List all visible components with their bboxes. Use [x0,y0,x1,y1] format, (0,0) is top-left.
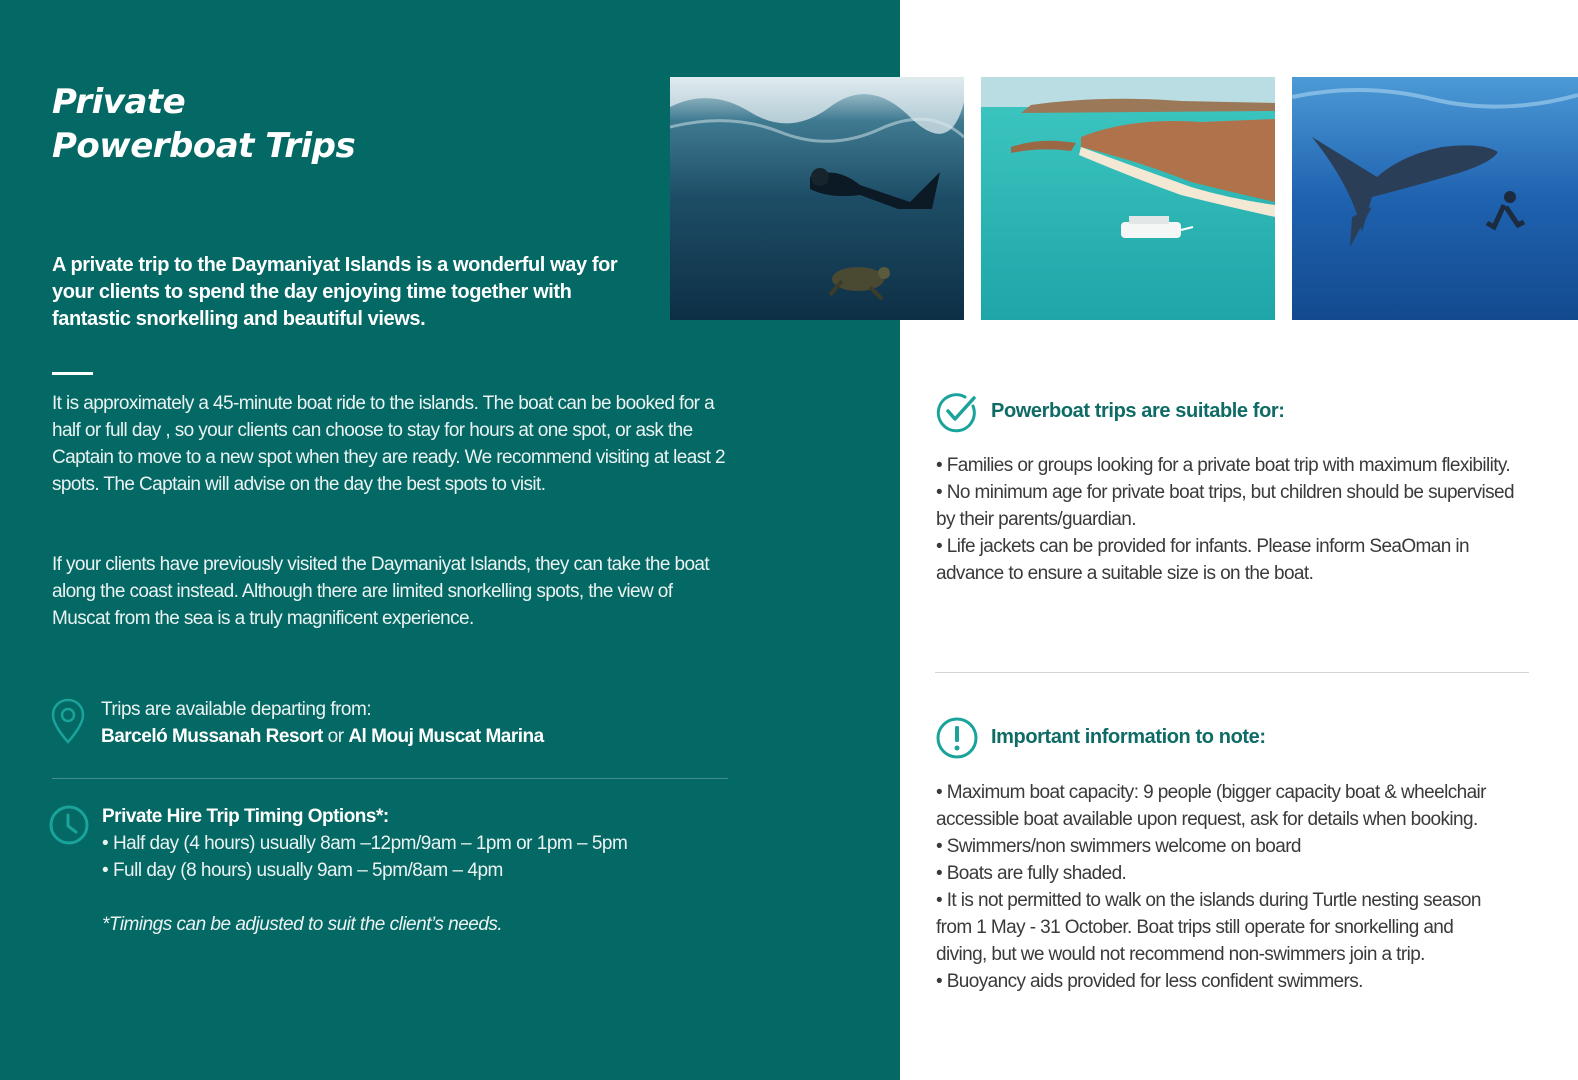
list-item: • Swimmers/non swimmers welcome on board [936,833,1496,860]
location-pin-icon [50,698,86,744]
intro-text: A private trip to the Daymaniyat Islands is a wonderful way for your clients to spend the day enjoying time together with fantastic snorkelling and beautiful views. [52,254,618,330]
timing-options [47,803,737,953]
suitable-heading-text: Powerboat trips are suitable for: [991,400,1285,422]
timing-option-full-day-text: Full day (8 hours) usually 9am – 5pm/8am – 4pm [112,860,503,881]
list-item: • Families or groups looking for a private boat trip with maximum flexibility. [936,452,1536,479]
list-item: • Maximum boat capacity: 9 people (bigger capacity boat & wheelchair accessible boat available upon request, ask for details when booking. [936,779,1496,833]
checkmark-circle-icon [935,390,979,434]
clock-icon [47,803,91,847]
list-item: • Buoyancy aids provided for less confident swimmers. [936,968,1496,995]
photo-boat-island [981,77,1275,320]
list-item: • Boats are fully shaded. [936,860,1496,887]
exclamation-circle-icon [935,716,979,760]
timing-note: *Timings can be adjusted to suit the client’s needs. [102,914,503,935]
title-line-2: Powerboat Trips [52,126,356,166]
photo-whale-shark [1292,77,1578,320]
suitable-list [936,452,1536,587]
section-divider [52,778,728,779]
departure-location-1: Barceló Mussanah Resort [101,726,323,747]
important-heading-text: Important information to note: [991,726,1266,748]
section-divider [935,672,1529,673]
timing-option-half-day: • Half day (4 hours) usually 8am –12pm/9am – 1pm or 1pm – 5pm [102,833,628,854]
list-item: • It is not permitted to walk on the islands during Turtle nesting season from 1 May - 31 October. Boat trips still operate for snorkelling and diving, but we would not recommend non-swimmers join a trip. [936,887,1496,968]
list-item: • No minimum age for private boat trips, but children should be supervised by their parents/guardian. [936,479,1536,533]
important-section-heading [935,716,1535,762]
timing-option-half-day-text: Half day (4 hours) usually 8am –12pm/9am – 1pm or 1pm – 5pm [112,833,628,854]
photo-snorkeler-turtle [670,77,964,320]
divider-short [52,372,93,375]
departure-text [101,696,544,750]
departure-location-2: Al Mouj Muscat Marina [348,726,544,747]
page-title [52,80,355,168]
timing-title: Private Hire Trip Timing Options*: [102,806,389,827]
departure-label: Trips are available departing from: [101,699,372,720]
timing-body [102,803,627,938]
departure-locations [101,723,544,750]
title-line-1: Private [52,82,186,122]
suitable-section-heading [935,390,1535,436]
paragraph-boat-ride: It is approximately a 45-minute boat ride to the islands. The boat can be booked for a half or full day , so your clients can choose to stay for hours at one spot, or ask the Captain to move to a new spot when they are ready. We recommend visiting at least 2 spots. The Captain will advise on the day the best spots to visit. [52,393,725,495]
important-list [936,779,1496,995]
list-item: • Life jackets can be provided for infants. Please inform SeaOman in advance to ensure a suitable size is on the boat. [936,533,1536,587]
departure-info [50,696,730,756]
departure-connector: or [327,726,344,747]
paragraph-coast: If your clients have previously visited the Daymaniyat Islands, they can take the boat along the coast instead. Although there are limited snorkelling spots, the view of Muscat from the sea is a truly magnificent experience. [52,554,710,629]
timing-option-full-day: • Full day (8 hours) usually 9am – 5pm/8am – 4pm [102,860,503,881]
